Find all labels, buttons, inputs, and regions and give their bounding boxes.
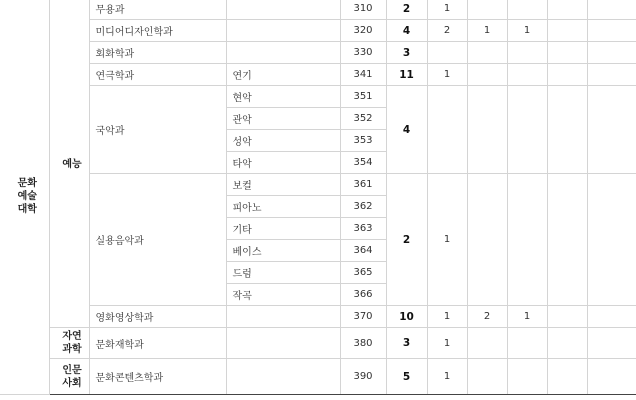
table-row: [0, 306, 636, 328]
count-col-2: 1: [467, 20, 507, 42]
table-row: [0, 328, 636, 359]
quota-value: 2: [386, 0, 427, 20]
count-col-4: [547, 64, 587, 86]
count-col-1: 1: [427, 328, 467, 359]
major-name: 현악: [226, 86, 340, 108]
count-col-1: 2: [427, 20, 467, 42]
count-col-4: [547, 0, 587, 20]
unit-code: 341: [340, 64, 386, 86]
major-name: [226, 306, 340, 328]
count-col-5: [587, 20, 636, 42]
count-col-4: [547, 86, 587, 174]
unit-code: 390: [340, 359, 386, 395]
count-col-1: 1: [427, 64, 467, 86]
count-col-5: [587, 306, 636, 328]
count-col-2: [467, 174, 507, 306]
quota-value: 3: [386, 328, 427, 359]
count-col-3: [507, 64, 547, 86]
quota-value: 11: [386, 64, 427, 86]
count-col-5: [587, 174, 636, 306]
count-col-3: [507, 86, 547, 174]
count-col-3: 1: [507, 306, 547, 328]
count-col-5: [587, 328, 636, 359]
count-col-4: [547, 42, 587, 64]
quota-value: 4: [386, 86, 427, 174]
count-col-1: 1: [427, 174, 467, 306]
count-col-3: 1: [507, 20, 547, 42]
unit-code: 310: [340, 0, 386, 20]
count-col-3: [507, 174, 547, 306]
field-humanities-label: 인문 사회: [62, 364, 82, 389]
unit-code: 363: [340, 218, 386, 240]
dept-name: 영화영상학과: [89, 306, 226, 328]
count-col-2: [467, 64, 507, 86]
major-name: 작곡: [226, 284, 340, 306]
major-name: [226, 20, 340, 42]
dept-name: 무용과: [89, 0, 226, 20]
count-col-2: 2: [467, 306, 507, 328]
count-col-2: [467, 0, 507, 20]
table-row: [0, 42, 636, 64]
dept-name: 회화학과: [89, 42, 226, 64]
major-name: 피아노: [226, 196, 340, 218]
major-name: 드럼: [226, 262, 340, 284]
dept-name: 국악과: [89, 86, 226, 174]
unit-code: 370: [340, 306, 386, 328]
count-col-5: [587, 86, 636, 174]
unit-code: 366: [340, 284, 386, 306]
unit-code: 354: [340, 152, 386, 174]
college-name: 문화 예술 대학: [17, 177, 37, 215]
college-cell: [0, 0, 49, 395]
unit-code: 351: [340, 86, 386, 108]
major-name: [226, 328, 340, 359]
dept-name: 문화재학과: [89, 328, 226, 359]
unit-code: 352: [340, 108, 386, 130]
table-row: [0, 0, 636, 20]
major-name: [226, 42, 340, 64]
table-row: [0, 359, 636, 395]
unit-code: 362: [340, 196, 386, 218]
count-col-2: [467, 42, 507, 64]
count-col-1: 1: [427, 306, 467, 328]
count-col-1: [427, 42, 467, 64]
unit-code: 365: [340, 262, 386, 284]
quota-value: 10: [386, 306, 427, 328]
quota-value: 5: [386, 359, 427, 395]
quota-value: 2: [386, 174, 427, 306]
table-row: [0, 86, 636, 108]
unit-code: 364: [340, 240, 386, 262]
major-name: 베이스: [226, 240, 340, 262]
count-col-5: [587, 359, 636, 395]
unit-code: 361: [340, 174, 386, 196]
count-col-4: [547, 306, 587, 328]
count-col-5: [587, 64, 636, 86]
field-arts-cell: [49, 0, 89, 328]
count-col-5: [587, 0, 636, 20]
major-name: [226, 359, 340, 395]
major-name: 관악: [226, 108, 340, 130]
table-row: [0, 174, 636, 196]
field-natural-label: 자연 과학: [62, 331, 82, 355]
count-col-2: [467, 86, 507, 174]
count-col-3: [507, 42, 547, 64]
count-col-1: 1: [427, 359, 467, 395]
major-name: 성악: [226, 130, 340, 152]
unit-code: 353: [340, 130, 386, 152]
dept-name: 문화콘텐츠학과: [89, 359, 226, 395]
count-col-1: 1: [427, 0, 467, 20]
dept-name: 연극학과: [89, 64, 226, 86]
unit-code: 330: [340, 42, 386, 64]
table-row: [0, 64, 636, 86]
major-name: 기타: [226, 218, 340, 240]
dept-name: 실용음악과: [89, 174, 226, 306]
major-name: 연기: [226, 64, 340, 86]
field-natural-cell: [49, 328, 89, 359]
table-row: [0, 20, 636, 42]
major-name: 보컬: [226, 174, 340, 196]
count-col-3: [507, 328, 547, 359]
dept-name: 미디어디자인학과: [89, 20, 226, 42]
quota-value: 4: [386, 20, 427, 42]
count-col-4: [547, 359, 587, 395]
count-col-2: [467, 359, 507, 395]
unit-code: 380: [340, 328, 386, 359]
count-col-3: [507, 0, 547, 20]
field-arts-label: 예능: [62, 159, 82, 170]
count-col-4: [547, 328, 587, 359]
count-col-4: [547, 174, 587, 306]
count-col-3: [507, 359, 547, 395]
count-col-1: [427, 86, 467, 174]
major-name: [226, 0, 340, 20]
count-col-4: [547, 20, 587, 42]
quota-value: 3: [386, 42, 427, 64]
count-col-5: [587, 42, 636, 64]
unit-code: 320: [340, 20, 386, 42]
major-name: 타악: [226, 152, 340, 174]
field-humanities-cell: [49, 359, 89, 395]
count-col-2: [467, 328, 507, 359]
